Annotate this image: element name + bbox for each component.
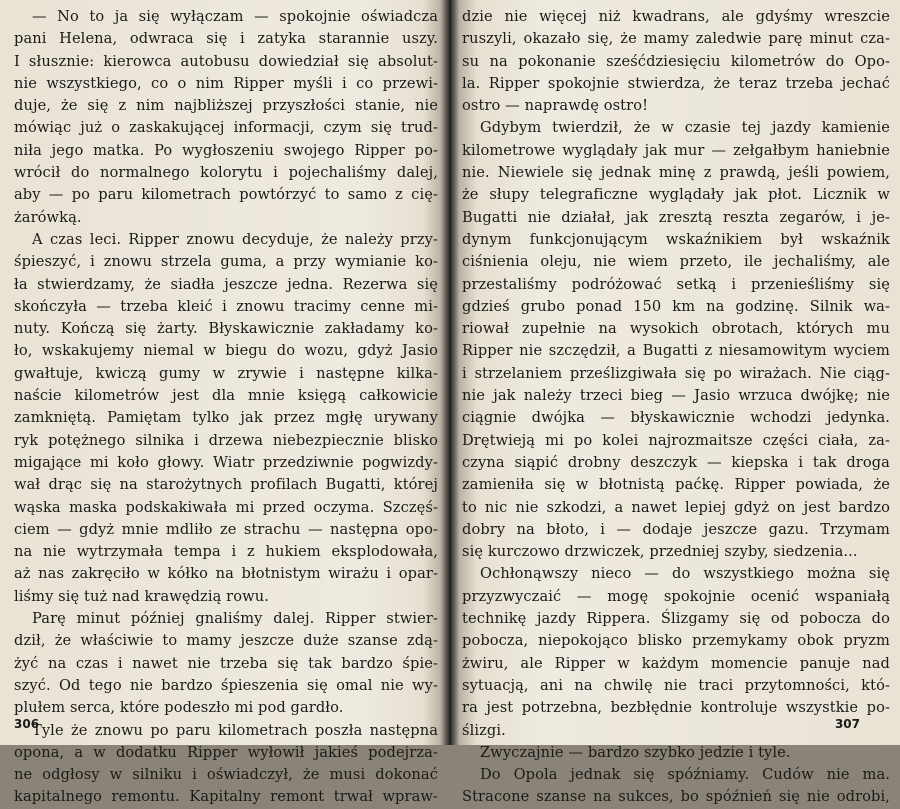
text-line: ślizgi. xyxy=(462,721,506,739)
left-page-text xyxy=(14,6,438,809)
text-line: Ochłonąwszy nieco — do wszystkiego można się xyxy=(480,565,890,583)
text-line: zamieniła się w błotnistą paćkę. Ripper powiada, że xyxy=(462,476,890,494)
text-line: żwiru, ale Ripper w każdym momencie panuje nad xyxy=(462,654,890,672)
text-line: zamkniętą. Pamiętam tylko jak przez mgłę urywany xyxy=(14,409,438,427)
text-line: niła jego matka. Po wygłoszeniu swojego Ripper po- xyxy=(14,141,438,159)
text-line: wąska maska podskakiwała mi przed oczyma. Szczęś- xyxy=(14,498,438,516)
text-line: nuty. Kończą się żarty. Błyskawicznie zakładamy ko- xyxy=(14,320,438,338)
text-line: ostro — naprawdę ostro! xyxy=(462,97,649,115)
text-line: nie wszystkiego, co o nim Ripper myśli i co przewi- xyxy=(14,74,438,92)
text-line: wrócił do normalnego kolorytu i pojechaliśmy dalej, xyxy=(14,164,438,182)
text-line: su na pokonanie sześćdziesięciu kilometrów do Opo- xyxy=(462,52,890,70)
text-line: dził, że właściwie to mamy jeszcze duże szanse zdą- xyxy=(14,632,438,650)
text-line: żyć na czas i nawet nie trzeba się tak bardzo śpie- xyxy=(14,654,438,672)
text-line: ciągnie dwójka — błyskawicznie wchodzi jedynka. xyxy=(462,409,890,427)
text-line: dobry na błoto, i — dodaje jeszcze gazu. Trzymam xyxy=(462,520,890,538)
text-line: Bugatti nie działał, jak zresztą reszta zegarów, i je- xyxy=(462,208,890,226)
text-line: Gdybym twierdził, że w czasie tej jazdy kamienie xyxy=(480,119,890,137)
left-page xyxy=(0,0,446,806)
text-line: dzie nie więcej niż kwadrans, ale gdyśmy wreszcie xyxy=(462,8,890,25)
text-line: i strzelaniem prześlizgiwała się po wirażach. Nie ciąg- xyxy=(462,364,890,382)
text-line: śpieszyć, i znowu strzela guma, a przy wymianie ko- xyxy=(14,253,438,271)
text-line: czyna siąpić drobny deszczyk — kiepska i tak droga xyxy=(462,453,890,471)
text-line: technikę jazdy Rippera. Ślizgamy się od pobocza do xyxy=(462,610,890,628)
text-line: przestaliśmy podróżować setką i przenieśliśmy się xyxy=(462,275,890,293)
text-line: ło, wskakujemy niemal w biegu do wozu, gdyż Jasio xyxy=(14,342,438,360)
text-line: riował zupełnie na wysokich obrotach, których mu xyxy=(462,320,890,338)
text-line: kilometrowe wyglądały jak mur — zełgałbym haniebnie xyxy=(462,141,890,159)
text-line: pobocza, niepokojąco blisko przemykamy obok pryzm xyxy=(462,632,890,650)
text-line: ła stwierdzamy, że siadła jeszcze jedna. Rezerwa się xyxy=(14,275,438,293)
text-line: plułem serca, które podeszło mi pod gardło. xyxy=(14,699,344,717)
text-line: się kurczowo drzwiczek, przedniej szyby, siedzenia... xyxy=(462,543,858,561)
text-line: ryk potężnego silnika i drzewa niebezpiecznie blisko xyxy=(14,431,438,449)
text-line: nie. Niewiele się jednak minę z prawdą, jeśli powiem, xyxy=(462,164,890,182)
text-line: gwałtuje, kwiczą gumy w zrywie i następne kilka- xyxy=(14,364,438,382)
text-line: ruszyli, okazało się, że mamy zaledwie parę minut cza- xyxy=(462,30,890,48)
right-page xyxy=(454,0,900,806)
left-page-number: 306 xyxy=(14,717,40,731)
text-line: ciem — gdyż mnie mdliło ze strachu — następna opo- xyxy=(14,520,438,538)
text-line: ra jest potrzebna, bezbłędnie kontroluje wszystkie po- xyxy=(462,699,890,717)
right-page-text xyxy=(462,6,890,809)
text-line: aż nas zakręciło w kółko na błotnistym wirażu i opar- xyxy=(14,565,438,583)
text-line: pani Helena, odwraca się i zatyka starannie uszy. xyxy=(14,30,438,48)
text-line: I słusznie: kierowca autobusu dowiedział się absolut- xyxy=(14,52,438,70)
text-line: szyć. Od tego nie bardzo śpieszenia się omal nie wy- xyxy=(14,676,438,694)
text-line: wał drąc się na starożytnych profilach Bugatti, której xyxy=(14,476,438,494)
text-line: ne odgłosy w silniku i oświadczył, że musi dokonać xyxy=(14,766,438,784)
text-line: Parę minut później gnaliśmy dalej. Ripper stwier- xyxy=(32,610,438,628)
text-line: — No to ja się wyłączam — spokojnie oświadcza xyxy=(32,8,438,25)
text-line: żarówką. xyxy=(14,208,82,226)
text-line: przyzwyczaić — mogę spokojnie ocenić wspaniałą xyxy=(462,587,890,605)
text-line: la. Ripper spokojnie stwierdza, że teraz trzeba jechać xyxy=(462,74,890,92)
text-line: to nic nie szkodzi, a nawet lepiej gdyż on jest bardzo xyxy=(462,498,890,516)
text-line: Stracone szanse na sukces, bo spóźnień się nie odrobi, xyxy=(462,788,890,806)
text-line: liśmy się tuż nad krawędzią rowu. xyxy=(14,587,269,605)
text-line: sytuacją, ani na chwilę nie traci przytomności, któ- xyxy=(462,676,890,694)
text-line: ciśnienia oleju, nie wiem przeto, ile jechaliśmy, ale xyxy=(462,253,890,271)
text-line: dynym funkcjonującym wskaźnikiem był wskaźnik xyxy=(462,230,890,248)
text-line: Drętwieją mi po kolei najrozmaitsze części ciała, za- xyxy=(462,431,890,449)
text-line: A czas leci. Ripper znowu decyduje, że należy przy- xyxy=(32,230,438,248)
text-line: aby — po paru kilometrach powtórzyć to samo z cię- xyxy=(14,186,438,204)
text-line: Ripper nie szczędził, a Bugatti z niesamowitym wyciem xyxy=(462,342,890,360)
text-line: opona, a w dodatku Ripper wyłowił jakieś podejrza- xyxy=(14,743,438,761)
right-page-number: 307 xyxy=(834,717,860,731)
text-line: duje, że się z nim najbliższej przyszłości stanie, nie xyxy=(14,97,438,115)
text-line: Zwyczajnie — bardzo szybko jedzie i tyle. xyxy=(480,743,791,761)
text-line: naście kilometrów jest dla mnie księgą całkowicie xyxy=(14,387,438,405)
text-line: Do Opola jednak się spóźniamy. Cudów nie ma. xyxy=(480,766,890,784)
text-line: nie jak należy trzeci bieg — Jasio wrzuca dwójkę; nie xyxy=(462,387,890,405)
text-line: kapitalnego remontu. Kapitalny remont trwał wpraw- xyxy=(14,788,438,806)
text-line: Tyle że znowu po paru kilometrach poszła następna xyxy=(32,721,438,739)
text-line: że słupy telegraficzne wyglądały jak płot. Licznik w xyxy=(462,186,890,204)
text-line: migające mi koło głowy. Wiatr przedziwnie pogwizdy- xyxy=(14,453,438,471)
text-line: mówiąc już o zaskakującej informacji, czym się trud- xyxy=(14,119,438,137)
text-line: skończyła — trzeba kleić i znowu tracimy cenne mi- xyxy=(14,297,438,315)
text-line: gdzieś grubo ponad 150 km na godzinę. Silnik wa- xyxy=(462,297,890,315)
text-line: na nie wytrzymała tempa i z hukiem eksplodowała, xyxy=(14,543,438,561)
